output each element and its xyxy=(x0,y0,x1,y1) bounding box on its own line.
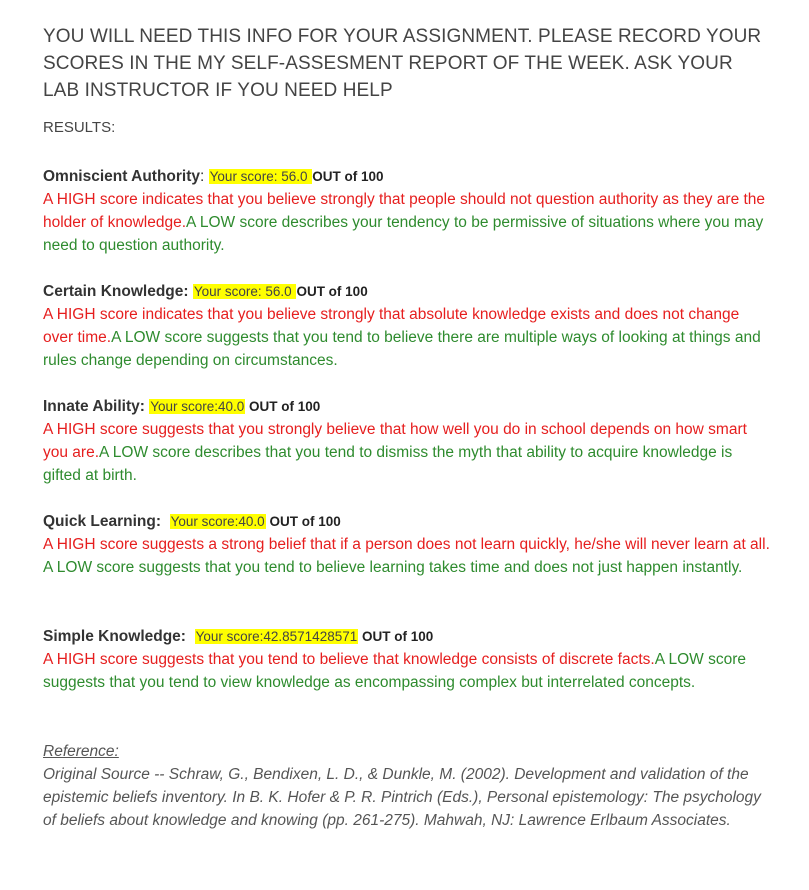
high-score-text: A HIGH score indicates that you believe strongly that absolute knowledge exists and does not change over time. xyxy=(43,306,740,346)
section-title-line xyxy=(43,395,773,418)
section-description xyxy=(43,648,773,694)
out-of-label: OUT of 100 xyxy=(358,629,434,644)
section-innate-ability xyxy=(43,395,773,487)
section-title-line xyxy=(43,625,773,648)
reference-label: Reference: xyxy=(43,743,119,760)
high-score-text: A HIGH score suggests a strong belief that if a person does not learn quickly, he/she will never learn at all. xyxy=(43,536,770,553)
title-separator: : xyxy=(200,168,209,185)
low-score-text: A LOW score describes that you tend to dismiss the myth that ability to acquire knowledge is gifted at birth. xyxy=(43,444,733,484)
low-score-text: A LOW score suggests that you tend to believe learning takes time and does not just happen instantly. xyxy=(43,559,743,576)
out-of-label: OUT of 100 xyxy=(296,284,368,299)
score-highlight: Your score: 56.0 xyxy=(193,284,296,299)
section-certain-knowledge xyxy=(43,280,773,372)
title-separator xyxy=(161,513,170,530)
section-title: Certain Knowledge: xyxy=(43,283,189,300)
section-title: Omniscient Authority xyxy=(43,168,201,185)
section-description xyxy=(43,418,773,487)
high-score-text: A HIGH score indicates that you believe strongly that people should not question authority as they are the holder of knowledge. xyxy=(43,191,766,231)
out-of-label: OUT of 100 xyxy=(245,399,321,414)
assignment-instructions: YOU WILL NEED THIS INFO FOR YOUR ASSIGNMENT. PLEASE RECORD YOUR SCORES IN THE MY SELF-ASSESMENT REPORT OF THE WEEK. ASK YOUR LAB INSTRUCTOR IF YOU NEED HELP xyxy=(43,26,762,101)
section-title: Simple Knowledge: xyxy=(43,628,186,645)
high-score-text: A HIGH score suggests that you tend to believe that knowledge consists of discrete facts. xyxy=(43,651,655,668)
score-highlight: Your score:42.8571428571 xyxy=(195,629,358,644)
low-score-text: A LOW score suggests that you tend to believe there are multiple ways of looking at things and rules change depending on circumstances. xyxy=(43,329,761,369)
section-title-line xyxy=(43,165,773,188)
section-title-line xyxy=(43,280,773,303)
low-score-text: A LOW score suggests that you tend to view knowledge as encompassing complex but interrelated concepts. xyxy=(43,651,747,691)
section-description xyxy=(43,188,773,257)
section-quick-learning xyxy=(43,510,773,579)
out-of-label: OUT of 100 xyxy=(265,514,341,529)
score-highlight: Your score:40.0 xyxy=(170,514,265,529)
reference-citation: Original Source -- Schraw, G., Bendixen, L. D., & Dunkle, M. (2002). Development and validation of the epistemic beliefs inventory. In B. K. Hofer & P. R. Pintrich (Eds.), Personal epistemology: The psychology of beliefs about knowledge and knowing (pp. 261-275). Mahwah, NJ: Lawrence Erlbaum Associates. xyxy=(43,766,761,829)
section-title-line xyxy=(43,510,773,533)
section-simple-knowledge xyxy=(43,625,773,694)
high-score-text: A HIGH score suggests that you strongly believe that how well you do in school depends on how smart you are. xyxy=(43,421,747,461)
score-highlight: Your score:40.0 xyxy=(150,399,245,414)
score-highlight: Your score: 56.0 xyxy=(209,169,312,184)
title-separator xyxy=(186,628,195,645)
reference-block xyxy=(43,740,773,832)
results-label: RESULTS: xyxy=(43,119,116,136)
section-description xyxy=(43,303,773,372)
section-title: Innate Ability: xyxy=(43,398,145,415)
section-title: Quick Learning: xyxy=(43,513,161,530)
out-of-label: OUT of 100 xyxy=(312,169,384,184)
section-omniscient-authority xyxy=(43,165,773,257)
low-score-text: A LOW score describes your tendency to be permissive of situations where you may need to question authority. xyxy=(43,214,764,254)
section-description xyxy=(43,533,773,579)
